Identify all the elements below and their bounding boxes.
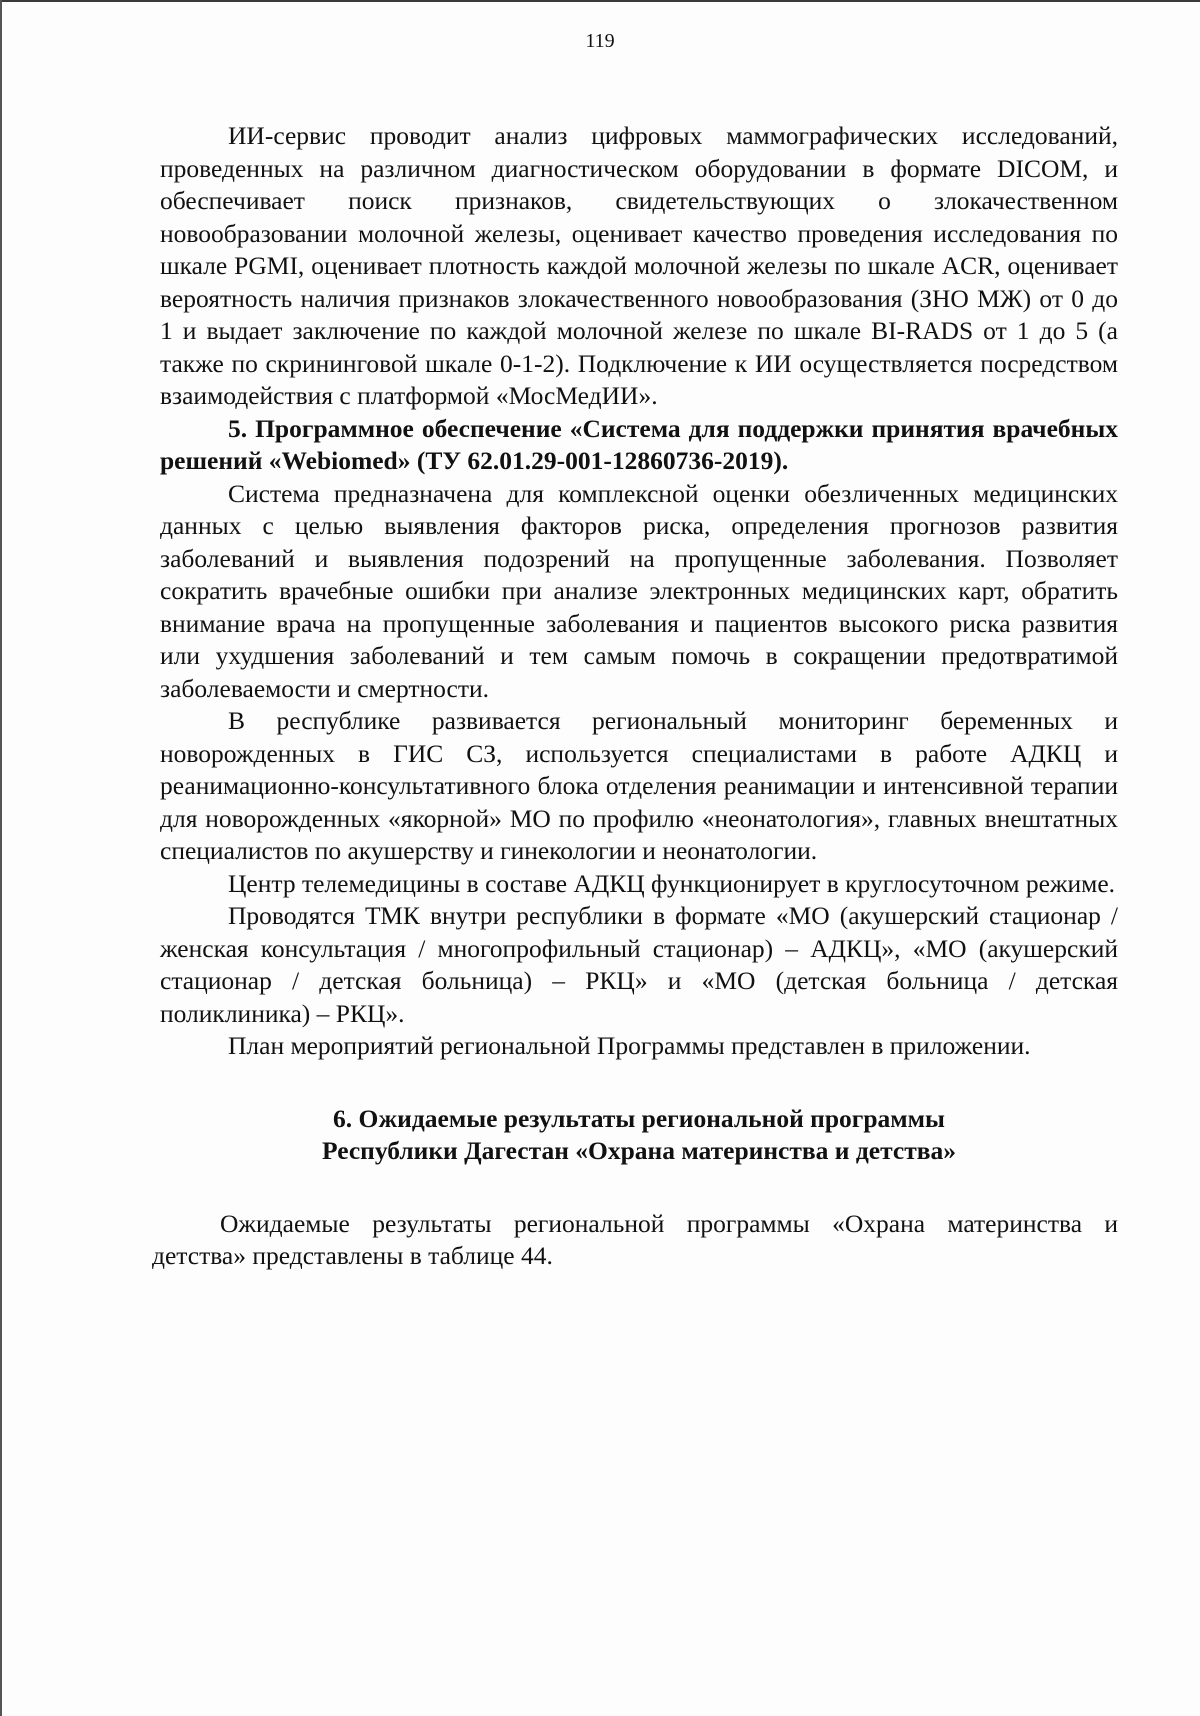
paragraph-action-plan: План мероприятий региональной Программы представлен в приложении. bbox=[228, 1031, 1031, 1060]
paragraph-ai-service: ИИ-сервис проводит анализ цифровых маммографических исследований, проведенных на различном диагностическом оборудовании в формате DICOM, и обеспечивает поиск признаков, свидетельствующих о злокачественном новообразовании молочной железы, оценивает качество проведения исследования по шкале PGMI, оценивает плотность каждой молочной железы по шкале ACR, оценивает вероятность наличия признаков злокачественного новообразования (ЗНО МЖ) от 0 до 1 и выдает заключение по каждой молочной железе по шкале BI-RADS от 1 до 5 (а также по скрининговой шкале 0-1-2). Подключение к ИИ осуществляется посредством взаимодействия с платформой «МосМедИИ». bbox=[160, 121, 1118, 410]
paragraph-webiomed-title: 5. Программное обеспечение «Система для поддержки принятия врачебных решений «Webiomed» (ТУ 62.01.29-001-12860736-2019). bbox=[160, 413, 1118, 475]
paragraph-system-description: Система предназначена для комплексной оценки обезличенных медицинских данных с целью выявления факторов риска, определения прогнозов развития заболеваний и выявления подозрений на пропущенные заболевания. Позволяет сократить врачебные ошибки при анализе электронных медицинских карт, обратить внимание врача на пропущенные заболевания и пациентов высокого риска развития или ухудшения заболеваний и тем самым помочь в сокращении предотвратимой заболеваемости и смертности. bbox=[160, 478, 1118, 703]
section-6-heading-line-1: 6. Ожидаемые результаты региональной программы bbox=[333, 1103, 945, 1133]
scan-edge-top bbox=[0, 0, 1200, 2]
paragraph-regional-monitoring: В республике развивается региональный мониторинг беременных и новорожденных в ГИС СЗ, используется специалистами в работе АДКЦ и реанимационно-консультативного блока отделения реанимации и интенсивной терапии для новорожденных «якорной» МО по профилю «неонатология», главных внештатных специалистов по акушерству и гинекологии и неонатологии. bbox=[160, 706, 1118, 865]
paragraph-tmk-format: Проводятся ТМК внутри республики в формате «МО (акушерский стационар / женская консультация / многопрофильный стационар) – АДКЦ», «МО (акушерский стационар / детская больница) – РКЦ» и «МО (детская больница / детская поликлиника) – РКЦ». bbox=[160, 901, 1118, 1028]
paragraph-expected-results: Ожидаемые результаты региональной программы «Охрана материнства и детства» представлены в таблице 44. bbox=[152, 1208, 1118, 1270]
scan-edge-left bbox=[0, 0, 2, 1716]
section-6-heading bbox=[160, 1103, 1118, 1168]
page-number: 119 bbox=[585, 30, 615, 52]
paragraph-telemedicine-center: Центр телемедицины в составе АДКЦ функционирует в круглосуточном режиме. bbox=[228, 868, 1116, 898]
section-6-heading-line-2: Республики Дагестан «Охрана материнства и детства» bbox=[321, 1136, 957, 1165]
document-body bbox=[152, 120, 1118, 1273]
